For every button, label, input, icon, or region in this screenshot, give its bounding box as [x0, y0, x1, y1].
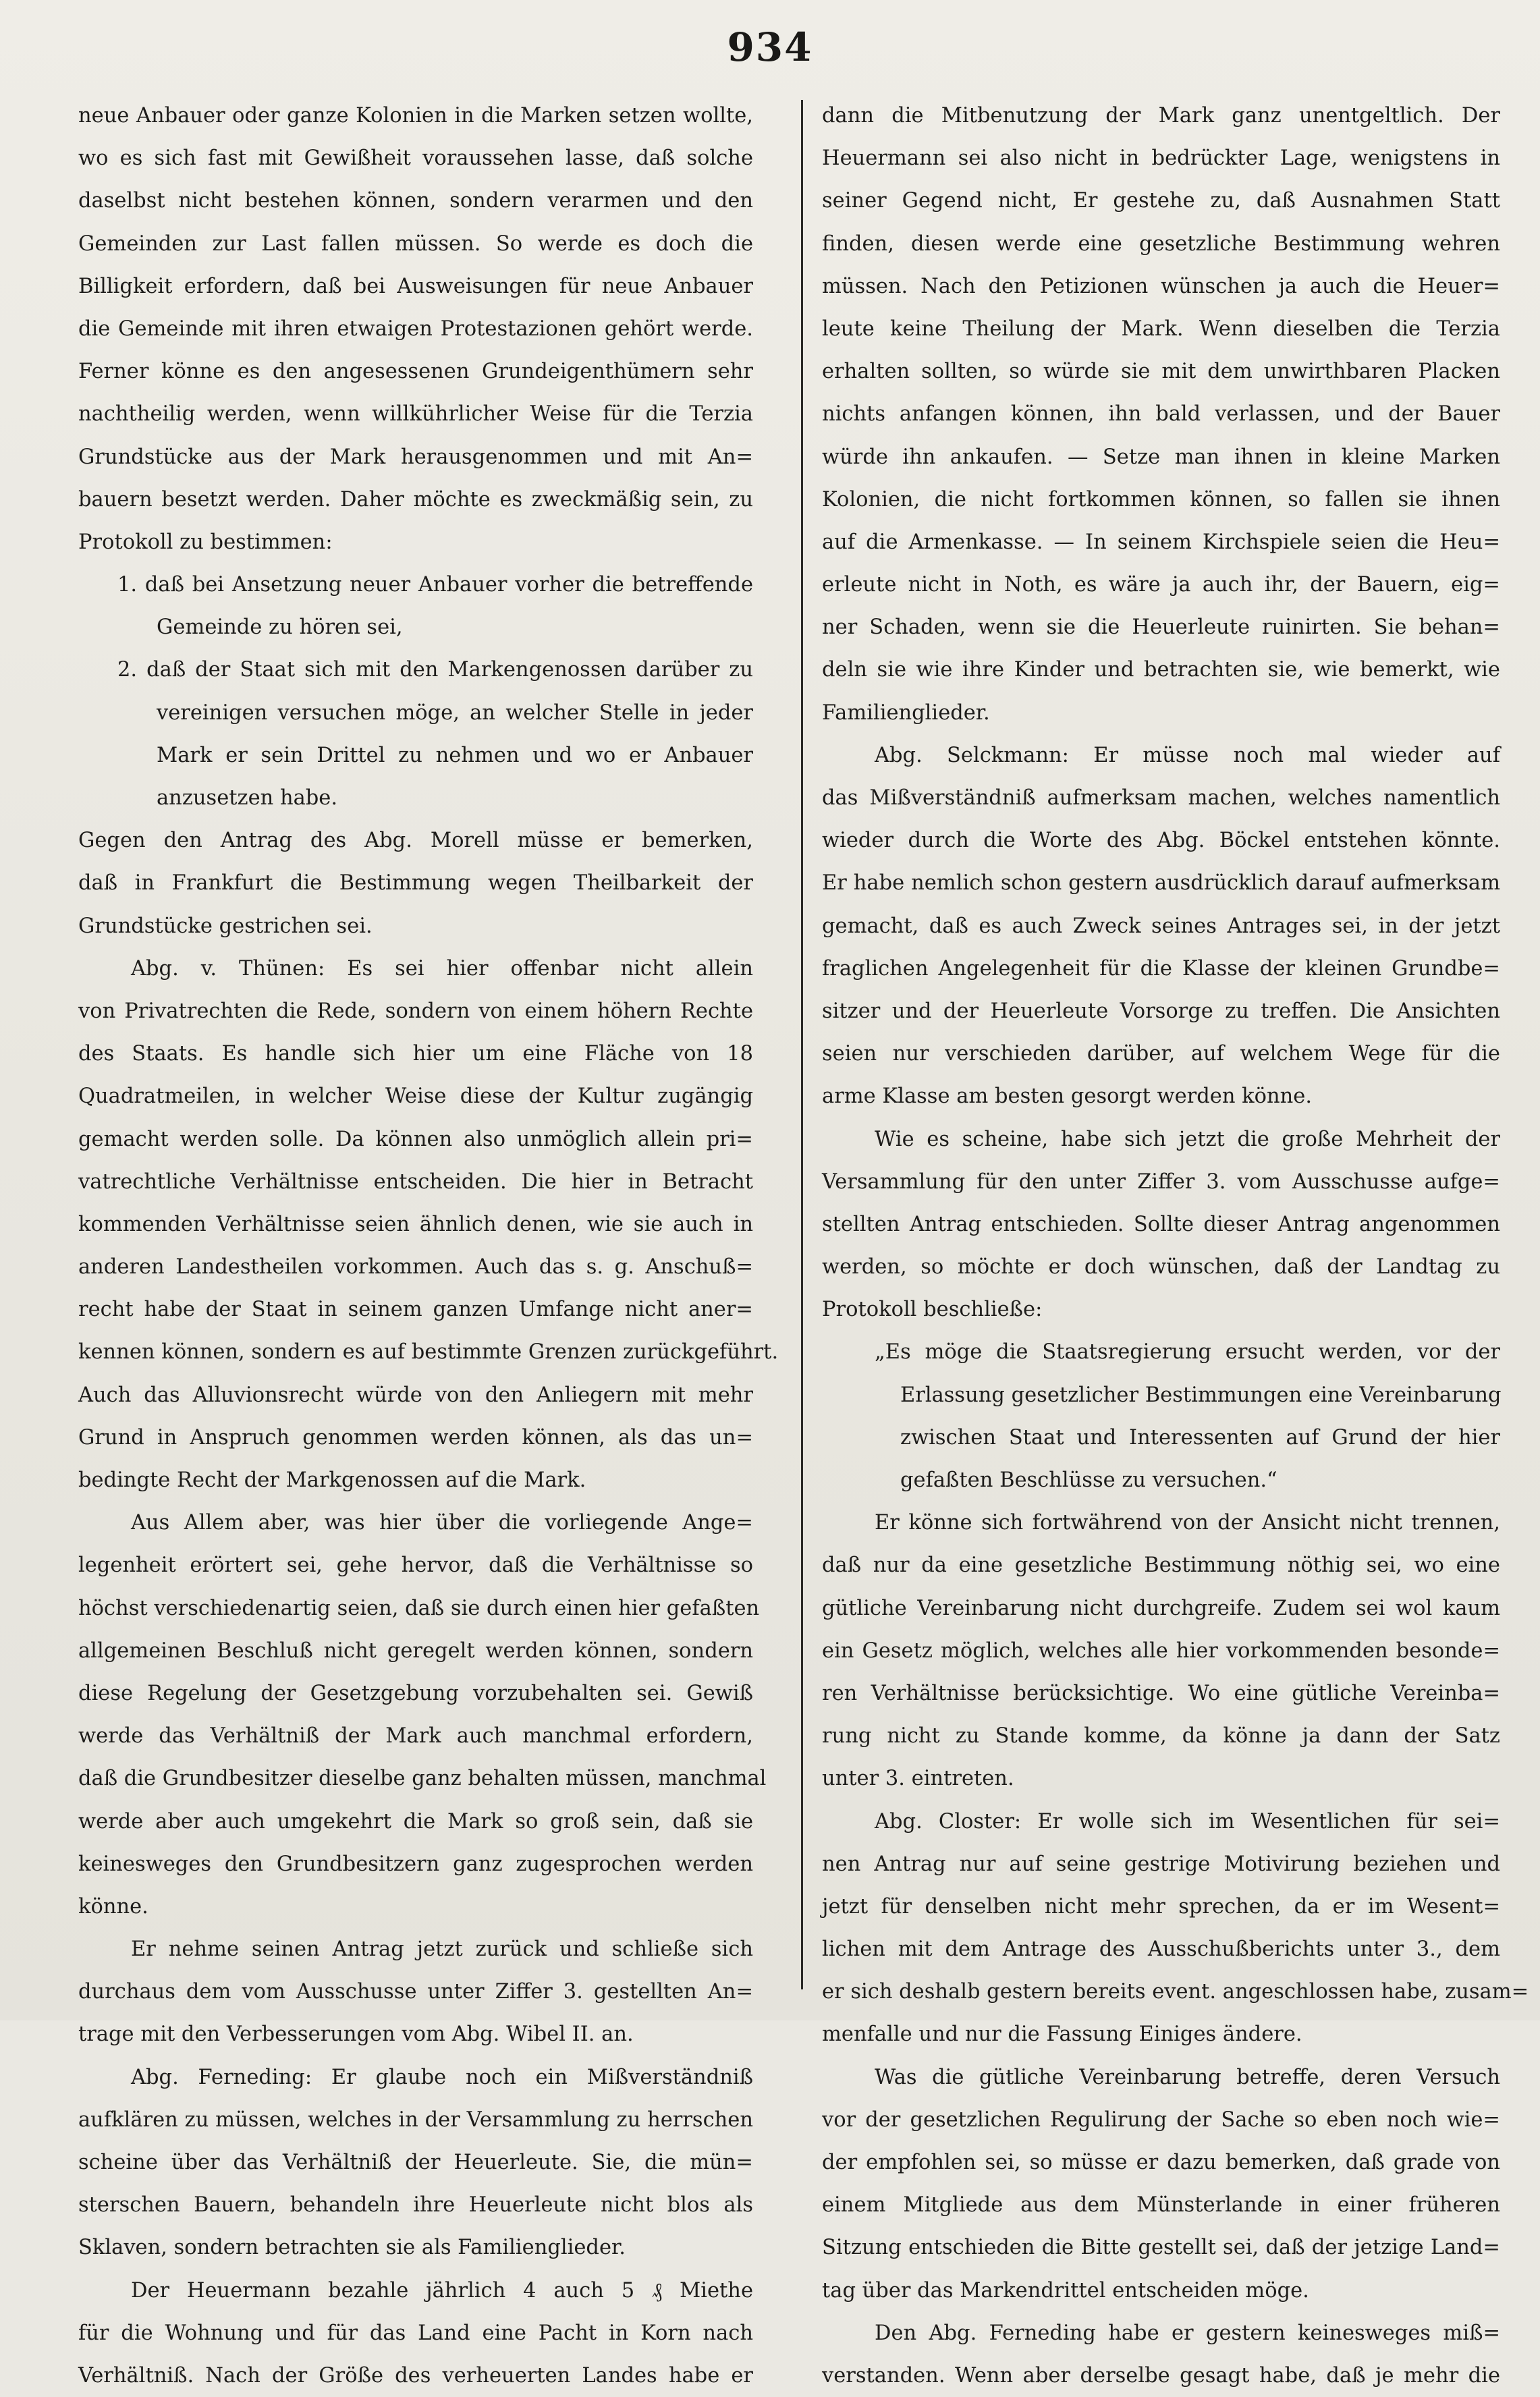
- right-text-column: [822, 94, 1529, 2397]
- text-line: auf die Armenkasse. — In seinem Kirchspiele seien die Heu=: [822, 530, 1500, 554]
- text-line: anzusetzen habe.: [157, 786, 338, 810]
- text-line: Der Heuermann bezahle jährlich 4 auch 5 ₰ Miethe: [131, 2278, 753, 2303]
- text-line: Gemeinden zur Last fallen müssen. So werde es doch die: [78, 231, 753, 256]
- text-line: neue Anbauer oder ganze Kolonien in die Marken setzen wollte,: [78, 104, 753, 128]
- text-line: Er nehme seinen Antrag jetzt zurück und schließe sich: [131, 1937, 753, 1962]
- text-line: jetzt für denselben nicht mehr sprechen, da er im Wesent=: [822, 1894, 1500, 1919]
- text-line: Protokoll zu bestimmen:: [78, 530, 333, 554]
- text-line: erleute nicht in Noth, es wäre ja auch ihr, der Bauern, eig=: [822, 573, 1500, 597]
- text-line: Quadratmeilen, in welcher Weise diese der Kultur zugängig: [78, 1084, 753, 1109]
- text-line: Grundstücke gestrichen sei.: [78, 914, 373, 938]
- text-line: Mark er sein Drittel zu nehmen und wo er Anbauer: [157, 743, 753, 767]
- text-line: lichen mit dem Antrage des Ausschußberichts unter 3., dem: [822, 1937, 1500, 1962]
- text-line: dann die Mitbenutzung der Mark ganz unentgeltlich. Der: [822, 104, 1500, 128]
- text-line: die Gemeinde mit ihren etwaigen Protestazionen gehört werde.: [78, 316, 753, 341]
- text-line: ren Verhältnisse berücksichtige. Wo eine gütliche Vereinba=: [822, 1681, 1500, 1705]
- text-line: Aus Allem aber, was hier über die vorliegende Ange=: [131, 1511, 753, 1535]
- text-line: 1. daß bei Ansetzung neuer Anbauer vorher die betreffende: [117, 573, 753, 597]
- text-line: allgemeinen Beschluß nicht geregelt werden können, sondern: [78, 1638, 753, 1663]
- text-line: Sitzung entschieden die Bitte gestellt sei, daß der jetzige Land=: [822, 2236, 1500, 2260]
- text-line: arme Klasse am besten gesorgt werden könne.: [822, 1084, 1313, 1109]
- text-line: Abg. Closter: Er wolle sich im Wesentlichen für sei=: [875, 1809, 1500, 1834]
- text-line: Wie es scheine, habe sich jetzt die große Mehrheit der: [875, 1127, 1500, 1151]
- text-line: stellten Antrag entschieden. Sollte dieser Antrag angenommen: [822, 1212, 1500, 1236]
- text-line: für die Wohnung und für das Land eine Pacht in Korn nach: [78, 2321, 753, 2345]
- text-line: Gegen den Antrag des Abg. Morell müsse er bemerken,: [78, 829, 753, 853]
- text-line: leute keine Theilung der Mark. Wenn dieselben die Terzia: [822, 316, 1500, 341]
- text-line: unter 3. eintreten.: [822, 1767, 1014, 1791]
- text-line: gefaßten Beschlüsse zu versuchen.“: [900, 1468, 1277, 1492]
- text-line: wo es sich fast mit Gewißheit voraussehen lasse, daß solche: [78, 146, 753, 171]
- text-line: Heuermann sei also nicht in bedrückter Lage, wenigstens in: [822, 146, 1500, 171]
- text-line: wieder durch die Worte des Abg. Böckel entstehen könnte.: [822, 829, 1500, 853]
- text-line: nachtheilig werden, wenn willkührlicher Weise für die Terzia: [78, 402, 753, 426]
- text-line: müssen. Nach den Petizionen wünschen ja auch die Heuer=: [822, 274, 1500, 298]
- text-line: könne.: [78, 1894, 148, 1919]
- left-text-column: [78, 94, 779, 2397]
- text-line: nen Antrag nur auf seine gestrige Motivirung beziehen und: [822, 1852, 1500, 1876]
- text-line: kennen können, sondern es auf bestimmte Grenzen zurückgeführt.: [78, 1340, 779, 1365]
- column-divider: [801, 100, 803, 1989]
- text-line: Sklaven, sondern betrachten sie als Familienglieder.: [78, 2236, 626, 2260]
- text-line: daß die Grundbesitzer dieselbe ganz behalten müssen, manchmal: [78, 1767, 767, 1791]
- text-line: sterschen Bauern, behandeln ihre Heuerleute nicht blos als: [78, 2193, 753, 2217]
- text-line: würde ihn ankaufen. — Setze man ihnen in kleine Marken: [822, 445, 1500, 469]
- text-line: werde aber auch umgekehrt die Mark so groß sein, daß sie: [78, 1809, 753, 1834]
- text-line: seiner Gegend nicht, Er gestehe zu, daß Ausnahmen Statt: [822, 189, 1500, 213]
- text-line: diese Regelung der Gesetzgebung vorzubehalten sei. Gewiß: [78, 1681, 753, 1705]
- text-line: „Es möge die Staatsregierung ersucht werden, vor der: [875, 1340, 1500, 1365]
- text-line: aufklären zu müssen, welches in der Versammlung zu herrschen: [78, 2107, 753, 2132]
- text-line: von Privatrechten die Rede, sondern von einem höhern Rechte: [78, 999, 753, 1023]
- text-line: ein Gesetz möglich, welches alle hier vorkommenden besonde=: [822, 1638, 1500, 1663]
- text-line: bedingte Recht der Markgenossen auf die Mark.: [78, 1468, 586, 1492]
- text-line: keinesweges den Grundbesitzern ganz zugesprochen werden: [78, 1852, 753, 1876]
- text-line: Ferner könne es den angesessenen Grundeigenthümern sehr: [78, 360, 753, 384]
- text-line: der empfohlen sei, so müsse er dazu bemerken, daß grade von: [822, 2151, 1500, 2174]
- text-line: gütliche Vereinbarung nicht durchgreife. Zudem sei wol kaum: [822, 1596, 1500, 1620]
- text-line: trage mit den Verbesserungen vom Abg. Wibel II. an.: [78, 2022, 634, 2047]
- text-line: das Mißverständniß aufmerksam machen, welches namentlich: [822, 786, 1500, 810]
- text-line: Abg. Selckmann: Er müsse noch mal wieder auf: [875, 743, 1500, 767]
- text-line: rung nicht zu Stande komme, da könne ja dann der Satz: [822, 1724, 1500, 1748]
- text-line: vor der gesetzlichen Regulirung der Sache so eben noch wie=: [822, 2107, 1500, 2132]
- text-line: 2. daß der Staat sich mit den Markengenossen darüber zu: [117, 658, 753, 682]
- text-line: bauern besetzt werden. Daher möchte es zweckmäßig sein, zu: [78, 487, 753, 512]
- text-line: recht habe der Staat in seinem ganzen Umfange nicht aner=: [78, 1298, 753, 1322]
- text-line: ner Schaden, wenn sie die Heuerleute ruinirten. Sie behan=: [822, 615, 1500, 640]
- text-line: erhalten sollten, so würde sie mit dem unwirthbaren Placken: [822, 360, 1500, 384]
- text-line: vatrechtliche Verhältnisse entscheiden. Die hier in Betracht: [78, 1169, 753, 1194]
- text-line: gemacht, daß es auch Zweck seines Antrages sei, in der jetzt: [822, 914, 1500, 938]
- text-line: Protokoll beschließe:: [822, 1298, 1043, 1322]
- text-line: Versammlung für den unter Ziffer 3. vom Ausschusse aufge=: [822, 1169, 1500, 1194]
- text-line: zwischen Staat und Interessenten auf Grund der hier: [900, 1425, 1500, 1450]
- text-line: Den Abg. Ferneding habe er gestern keinesweges miß=: [875, 2321, 1500, 2345]
- text-line: werden, so möchte er doch wünschen, daß der Landtag zu: [822, 1255, 1500, 1279]
- text-line: Er könne sich fortwährend von der Ansicht nicht trennen,: [875, 1511, 1500, 1535]
- text-line: Abg. Ferneding: Er glaube noch ein Mißverständniß: [131, 2065, 753, 2089]
- text-line: er sich deshalb gestern bereits event. angeschlossen habe, zusam=: [822, 1980, 1529, 2004]
- text-line: gemacht werden solle. Da können also unmöglich allein pri=: [78, 1127, 753, 1151]
- page-number: 934: [727, 24, 813, 70]
- text-line: Gemeinde zu hören sei,: [157, 615, 403, 640]
- text-line: menfalle und nur die Fassung Einiges ändere.: [822, 2022, 1302, 2047]
- text-line: verstanden. Wenn aber derselbe gesagt habe, daß je mehr die: [822, 2363, 1500, 2388]
- text-line: kommenden Verhältnisse seien ähnlich denen, wie sie auch in: [78, 1212, 753, 1236]
- text-line: Erlassung gesetzlicher Bestimmungen eine Vereinbarung: [900, 1383, 1502, 1407]
- text-line: Abg. v. Thünen: Es sei hier offenbar nicht allein: [131, 956, 753, 981]
- text-line: Billigkeit erfordern, daß bei Ausweisungen für neue Anbauer: [78, 274, 753, 298]
- text-line: Verhältniß. Nach der Größe des verheuerten Landes habe er: [78, 2363, 753, 2388]
- text-line: legenheit erörtert sei, gehe hervor, daß die Verhältnisse so: [78, 1553, 753, 1578]
- text-line: nichts anfangen können, ihn bald verlassen, und der Bauer: [822, 402, 1500, 426]
- text-line: durchaus dem vom Ausschusse unter Ziffer 3. gestellten An=: [78, 1980, 753, 2004]
- text-line: fraglichen Angelegenheit für die Klasse der kleinen Grundbe=: [822, 956, 1500, 981]
- text-line: deln sie wie ihre Kinder und betrachten sie, wie bemerkt, wie: [822, 658, 1500, 682]
- text-line: daselbst nicht bestehen können, sondern verarmen und den: [78, 189, 753, 213]
- text-line: Grundstücke aus der Mark herausgenommen und mit An=: [78, 445, 753, 469]
- text-line: Er habe nemlich schon gestern ausdrücklich darauf aufmerksam: [822, 871, 1500, 896]
- text-line: Grund in Anspruch genommen werden können, als das un=: [78, 1425, 753, 1450]
- text-line: Familienglieder.: [822, 700, 990, 725]
- text-line: finden, diesen werde eine gesetzliche Bestimmung wehren: [822, 231, 1500, 256]
- text-line: werde das Verhältniß der Mark auch manchmal erfordern,: [78, 1724, 753, 1748]
- text-line: Was die gütliche Vereinbarung betreffe, deren Versuch: [875, 2065, 1500, 2089]
- text-line: einem Mitgliede aus dem Münsterlande in einer früheren: [822, 2193, 1500, 2217]
- text-line: Kolonien, die nicht fortkommen können, so fallen sie ihnen: [822, 487, 1500, 512]
- text-line: des Staats. Es handle sich hier um eine Fläche von 18: [78, 1042, 753, 1066]
- text-line: tag über das Markendrittel entscheiden möge.: [822, 2278, 1309, 2303]
- text-line: daß in Frankfurt die Bestimmung wegen Theilbarkeit der: [78, 871, 753, 896]
- text-line: anderen Landestheilen vorkommen. Auch das s. g. Anschuß=: [78, 1255, 753, 1279]
- text-line: höchst verschiedenartig seien, daß sie durch einen hier gefaßten: [78, 1596, 760, 1620]
- text-line: Auch das Alluvionsrecht würde von den Anliegern mit mehr: [78, 1383, 753, 1407]
- text-line: seien nur verschieden darüber, auf welchem Wege für die: [822, 1042, 1500, 1066]
- text-line: sitzer und der Heuerleute Vorsorge zu treffen. Die Ansichten: [822, 999, 1500, 1023]
- text-line: scheine über das Verhältniß der Heuerleute. Sie, die mün=: [78, 2151, 753, 2174]
- text-line: daß nur da eine gesetzliche Bestimmung nöthig sei, wo eine: [822, 1553, 1500, 1578]
- text-line: vereinigen versuchen möge, an welcher Stelle in jeder: [157, 700, 753, 725]
